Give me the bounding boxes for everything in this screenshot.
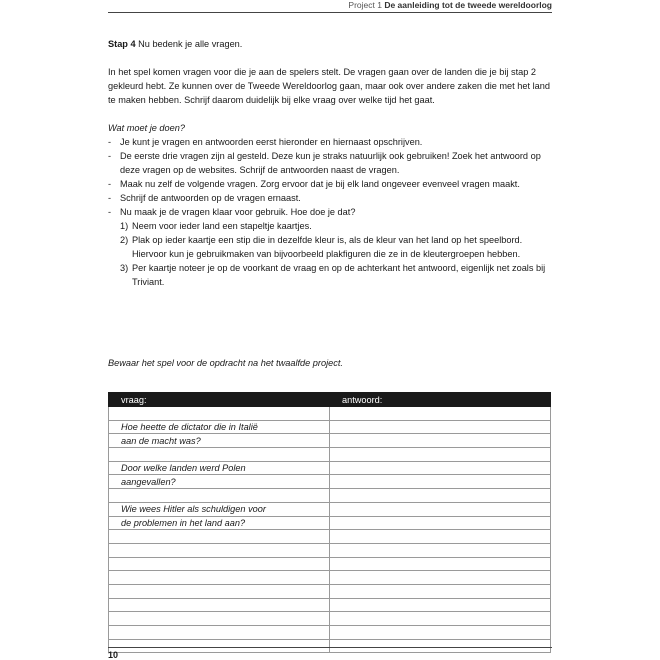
table-row bbox=[109, 475, 551, 489]
instructions-list bbox=[108, 135, 553, 289]
intro-paragraph: In het spel komen vragen voor die je aan de spelers stelt. De vragen gaan over de landen die je bij stap 2 gekleurd hebt. Ze kunnen over de Tweede Wereldoorlog gaan, maar ook over andere zaken die met het land te maken hebben. Schrijf daarom duidelijk bij elke vraag over welke tijd het gaat. bbox=[108, 67, 550, 105]
table-body bbox=[109, 407, 551, 653]
question-cell[interactable] bbox=[109, 489, 330, 503]
answer-cell[interactable] bbox=[330, 530, 551, 544]
question-cell[interactable] bbox=[109, 571, 330, 585]
answer-cell[interactable] bbox=[330, 489, 551, 503]
answer-cell[interactable] bbox=[330, 598, 551, 612]
answer-cell[interactable] bbox=[330, 584, 551, 598]
table-row bbox=[109, 626, 551, 640]
footer-divider bbox=[108, 647, 552, 648]
table-row bbox=[109, 530, 551, 544]
header-divider bbox=[108, 12, 552, 13]
page-number: 10 bbox=[108, 650, 119, 660]
table-header-row bbox=[109, 393, 551, 407]
step-label: Stap 4 bbox=[108, 39, 136, 49]
question-cell[interactable]: Door welke landen werd Polen bbox=[109, 461, 330, 475]
table-row bbox=[109, 557, 551, 571]
table-row bbox=[109, 516, 551, 530]
table-row bbox=[109, 420, 551, 434]
column-header-question: vraag: bbox=[109, 393, 330, 407]
step-heading bbox=[108, 37, 553, 51]
main-content bbox=[108, 37, 553, 289]
answer-cell[interactable] bbox=[330, 626, 551, 640]
column-header-answer: antwoord: bbox=[330, 393, 551, 407]
table-row bbox=[109, 434, 551, 448]
question-cell[interactable]: aan de macht was? bbox=[109, 434, 330, 448]
answer-cell[interactable] bbox=[330, 571, 551, 585]
header-project: Project 1 bbox=[348, 0, 382, 10]
substep-text: Neem voor ieder land een stapeltje kaartjes. bbox=[132, 221, 312, 231]
answer-cell[interactable] bbox=[330, 420, 551, 434]
question-cell[interactable]: Wie wees Hitler als schuldigen voor bbox=[109, 502, 330, 516]
question-cell[interactable] bbox=[109, 612, 330, 626]
question-cell[interactable]: Hoe heette de dictator die in Italië bbox=[109, 420, 330, 434]
question-cell[interactable] bbox=[109, 407, 330, 421]
header-title: De aanleiding tot de tweede wereldoorlog bbox=[384, 0, 552, 10]
substep-number: 3) bbox=[120, 263, 129, 273]
storage-note: Bewaar het spel voor de opdracht na het twaalfde project. bbox=[108, 358, 343, 368]
question-cell[interactable] bbox=[109, 557, 330, 571]
step-text: Nu bedenk je alle vragen. bbox=[138, 39, 243, 49]
instruction-text: Nu maak je de vragen klaar voor gebruik. Hoe doe je dat? bbox=[120, 207, 356, 217]
question-cell[interactable] bbox=[109, 584, 330, 598]
answer-cell[interactable] bbox=[330, 612, 551, 626]
table-row bbox=[109, 584, 551, 598]
table-row bbox=[109, 571, 551, 585]
answer-cell[interactable] bbox=[330, 407, 551, 421]
question-cell[interactable] bbox=[109, 626, 330, 640]
instruction-item: - Maak nu zelf de volgende vragen. Zorg ervoor dat je bij elk land ongeveer evenveel vragen maakt. bbox=[108, 177, 553, 191]
question-cell[interactable] bbox=[109, 448, 330, 462]
question-cell[interactable]: de problemen in het land aan? bbox=[109, 516, 330, 530]
table-row bbox=[109, 461, 551, 475]
answer-cell[interactable] bbox=[330, 502, 551, 516]
substep-item bbox=[120, 233, 553, 261]
answer-cell[interactable] bbox=[330, 434, 551, 448]
answer-cell[interactable] bbox=[330, 557, 551, 571]
substep-text: Plak op ieder kaartje een stip die in dezelfde kleur is, als de kleur van het land op het speelbord. Hiervoor kun je gebruikmaken van bijvoorbeeld plakfiguren die ze in de kleutergroepen hebben. bbox=[132, 235, 523, 259]
substep-number: 1) bbox=[120, 221, 129, 231]
question-heading: Wat moet je doen? bbox=[108, 123, 185, 133]
instruction-item: - Schrijf de antwoorden op de vragen ernaast. bbox=[108, 191, 553, 205]
answer-cell[interactable] bbox=[330, 461, 551, 475]
table-row bbox=[109, 448, 551, 462]
table-row bbox=[109, 407, 551, 421]
question-cell[interactable] bbox=[109, 598, 330, 612]
table-row bbox=[109, 598, 551, 612]
question-cell[interactable] bbox=[109, 530, 330, 544]
substep-item bbox=[120, 261, 553, 289]
substeps-list bbox=[120, 219, 553, 289]
answer-cell[interactable] bbox=[330, 516, 551, 530]
substep-text: Per kaartje noteer je op de voorkant de vraag en op de achterkant het antwoord, eigenlijk net zoals bij Triviant. bbox=[132, 263, 546, 287]
instruction-item-with-substeps bbox=[108, 205, 553, 289]
table-row bbox=[109, 489, 551, 503]
substep-item bbox=[120, 219, 553, 233]
answer-cell[interactable] bbox=[330, 543, 551, 557]
instruction-item: - De eerste drie vragen zijn al gesteld. Deze kun je straks natuurlijk ook gebruiken! Zoek het antwoord op deze vragen op de websites. Schrijf de antwoorden naast de vragen. bbox=[108, 149, 553, 177]
question-cell[interactable]: aangevallen? bbox=[109, 475, 330, 489]
instruction-item: - Je kunt je vragen en antwoorden eerst hieronder en hiernaast opschrijven. bbox=[108, 135, 553, 149]
table-row bbox=[109, 502, 551, 516]
answer-cell[interactable] bbox=[330, 475, 551, 489]
table-row bbox=[109, 612, 551, 626]
substep-number: 2) bbox=[120, 235, 129, 245]
table-row bbox=[109, 543, 551, 557]
answer-cell[interactable] bbox=[330, 448, 551, 462]
question-answer-table bbox=[108, 392, 551, 653]
running-header bbox=[348, 0, 552, 10]
question-cell[interactable] bbox=[109, 543, 330, 557]
